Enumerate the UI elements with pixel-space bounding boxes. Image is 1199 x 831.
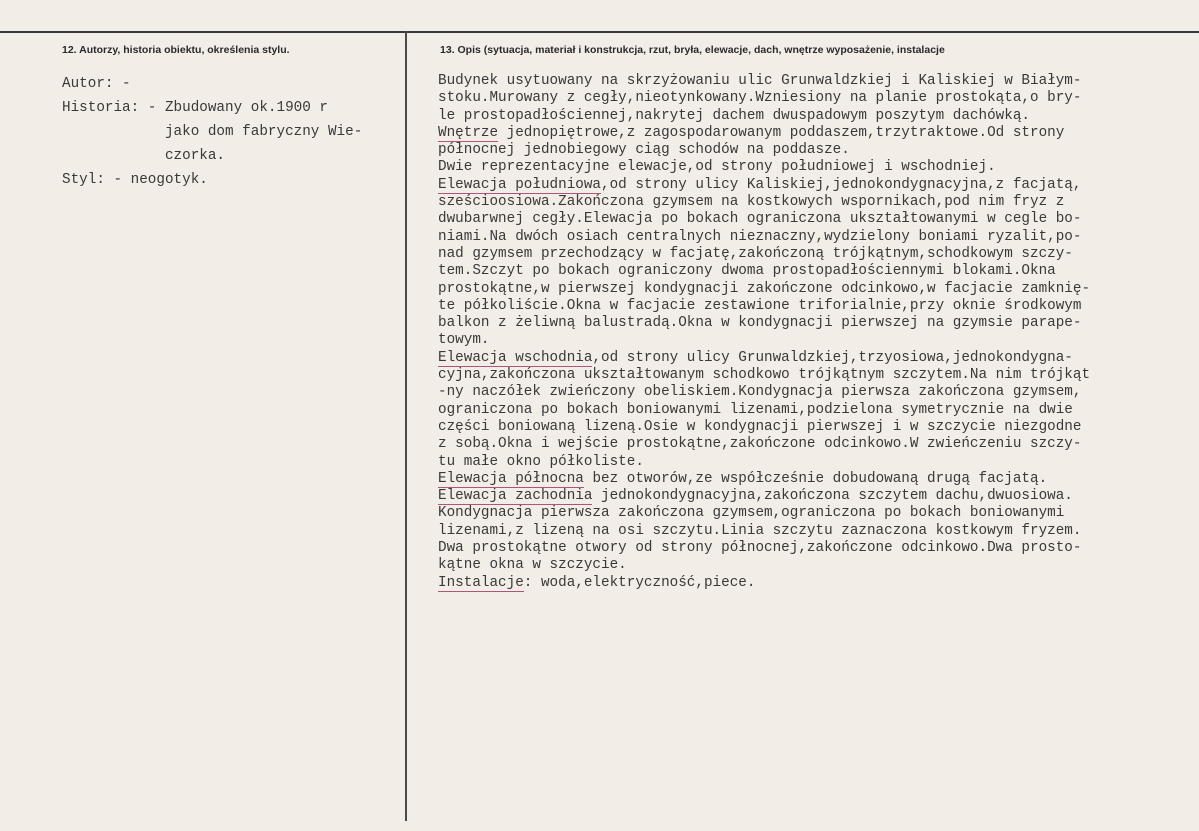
top-rule — [0, 31, 1199, 33]
description-line — [438, 194, 1188, 211]
description-text: części boniowaną lizeną.Osie w kondygnacji pierwszej i w szczycie niezgodne — [438, 418, 1082, 435]
description-text: bez otworów,ze współcześnie dobudowaną drugą facjatą. — [583, 470, 1048, 487]
description-text: : woda,elektryczność,piece. — [523, 574, 756, 591]
description-line — [438, 229, 1188, 246]
description-text: kątne okna w szczycie. — [438, 557, 627, 574]
description-line — [438, 575, 1188, 592]
section-12-header: 12. Autorzy, historia obiektu, określenia stylu. — [62, 44, 290, 56]
description-line — [438, 332, 1188, 349]
description-line — [438, 298, 1188, 315]
description-text: Kondygnacja pierwsza zakończona gzymsem,ograniczona po bokach boniowanymi — [438, 505, 1065, 522]
description-text: lizenami,z lizeną na osi szczytu.Linia szczytu zaznaczona kostkowym fryzem. — [438, 522, 1082, 539]
description-text: ,od strony ulicy Grunwaldzkiej,trzyosiowa,jednokondygna- — [592, 349, 1073, 366]
description-line — [438, 73, 1188, 90]
description-line — [438, 471, 1188, 488]
description-line — [438, 315, 1188, 332]
description-line — [438, 125, 1188, 142]
description-line — [438, 557, 1188, 574]
description-line — [438, 488, 1188, 505]
description-text: Dwie reprezentacyjne elewacje,od strony południowej i wschodniej. — [438, 159, 996, 176]
section-12-content — [62, 72, 362, 192]
description-text: towym. — [438, 332, 490, 349]
description-line — [438, 177, 1188, 194]
description-line — [438, 540, 1188, 557]
description-text: Dwa prostokątne otwory od strony północnej,zakończone odcinkowo.Dwa prosto- — [438, 540, 1082, 557]
description-line — [438, 263, 1188, 280]
description-text: Budynek usytuowany na skrzyżowaniu ulic Grunwaldzkiej i Kaliskiej w Białym- — [438, 73, 1082, 89]
history-row-cont: jako dom fabryczny Wie- — [62, 124, 363, 140]
history-row: Historia: - Zbudowany ok.1900 r — [62, 100, 328, 116]
underlined-heading: Elewacja południowa — [438, 176, 602, 193]
description-line — [438, 350, 1188, 367]
section-13-content — [438, 73, 1188, 592]
description-line — [438, 159, 1188, 176]
description-line — [438, 367, 1188, 384]
description-text: północnej jednobiegowy ciąg schodów na poddasze. — [438, 142, 850, 159]
underlined-heading: Elewacja zachodnia — [438, 488, 593, 505]
description-line — [438, 281, 1188, 298]
description-text: cyjna,zakończona ukształtowanym schodkowo trójkątnym szczytem.Na nim trójkąt — [438, 367, 1091, 384]
author-row: Autor: - — [62, 76, 131, 92]
description-text: sześcioosiowa.Zakończona gzymsem na kostkowych wspornikach,pod nim fryz z — [438, 194, 1065, 211]
description-line — [438, 142, 1188, 159]
description-text: jednopiętrowe,z zagospodarowanym poddaszem,trzytraktowe.Od strony — [498, 124, 1065, 141]
description-line — [438, 419, 1188, 436]
description-line — [438, 436, 1188, 453]
description-line — [438, 211, 1188, 228]
description-line — [438, 523, 1188, 540]
description-text: nad gzymsem przechodzący w facjatę,zakończoną trójkątnym,schodkowym szczy- — [438, 245, 1073, 262]
description-text: ,od strony ulicy Kaliskiej,jednokondygnacyjna,z facjatą, — [601, 176, 1082, 193]
description-text: ograniczona po bokach boniowanymi lizenami,podzielona symetrycznie na dwie — [438, 401, 1073, 418]
section-13-header: 13. Opis (sytuacja, materiał i konstrukcja, rzut, bryła, elewacje, dach, wnętrze wyposażenie, instalacje — [440, 44, 945, 56]
underlined-heading: Wnętrze — [438, 124, 499, 141]
description-text: z sobą.Okna i wejście prostokątne,zakończone odcinkowo.W zwieńczeniu szczy- — [438, 436, 1082, 453]
description-text: te półkoliście.Okna w facjacie zestawione triforialnie,przy oknie środkowym — [438, 297, 1082, 314]
description-line — [438, 454, 1188, 471]
column-divider — [405, 31, 407, 821]
description-line — [438, 90, 1188, 107]
underlined-heading: Elewacja północna — [438, 470, 584, 487]
description-text: dwubarwnej cegły.Elewacja po bokach ograniczona ukształtowanymi w cegle bo- — [438, 211, 1082, 228]
style-row: Styl: - neogotyk. — [62, 172, 208, 188]
description-text: le prostopadłościennej,nakrytej dachem dwuspadowym poszytym dachówką. — [438, 107, 1030, 124]
history-row-cont: czorka. — [62, 148, 226, 164]
description-text: -ny naczółek zwieńczony obeliskiem.Kondygnacja pierwsza zakończona gzymsem, — [438, 384, 1082, 401]
description-text: balkon z żeliwną balustradą.Okna w kondygnacji pierwszej na gzymsie parape- — [438, 315, 1082, 332]
description-line — [438, 384, 1188, 401]
description-text: prostokątne,w pierwszej kondygnacji zakończone odcinkowo,w facjacie zamknię- — [438, 280, 1091, 297]
description-text: tem.Szczyt po bokach ograniczony dwoma prostopadłościennymi blokami.Okna — [438, 263, 1056, 280]
description-text: niami.Na dwóch osiach centralnych nieznaczny,wydzielony boniami ryzalit,po- — [438, 228, 1082, 245]
description-text: jednokondygnacyjna,zakończona szczytem dachu,dwuosiowa. — [592, 488, 1073, 505]
underlined-heading: Elewacja wschodnia — [438, 349, 593, 366]
underlined-heading: Instalacje — [438, 574, 524, 591]
description-line — [438, 108, 1188, 125]
description-line — [438, 246, 1188, 263]
description-text: stoku.Murowany z cegły,nieotynkowany.Wzniesiony na planie prostokąta,o bry- — [438, 90, 1082, 107]
description-line — [438, 402, 1188, 419]
description-line — [438, 505, 1188, 522]
description-text: tu małe okno półkoliste. — [438, 453, 644, 470]
